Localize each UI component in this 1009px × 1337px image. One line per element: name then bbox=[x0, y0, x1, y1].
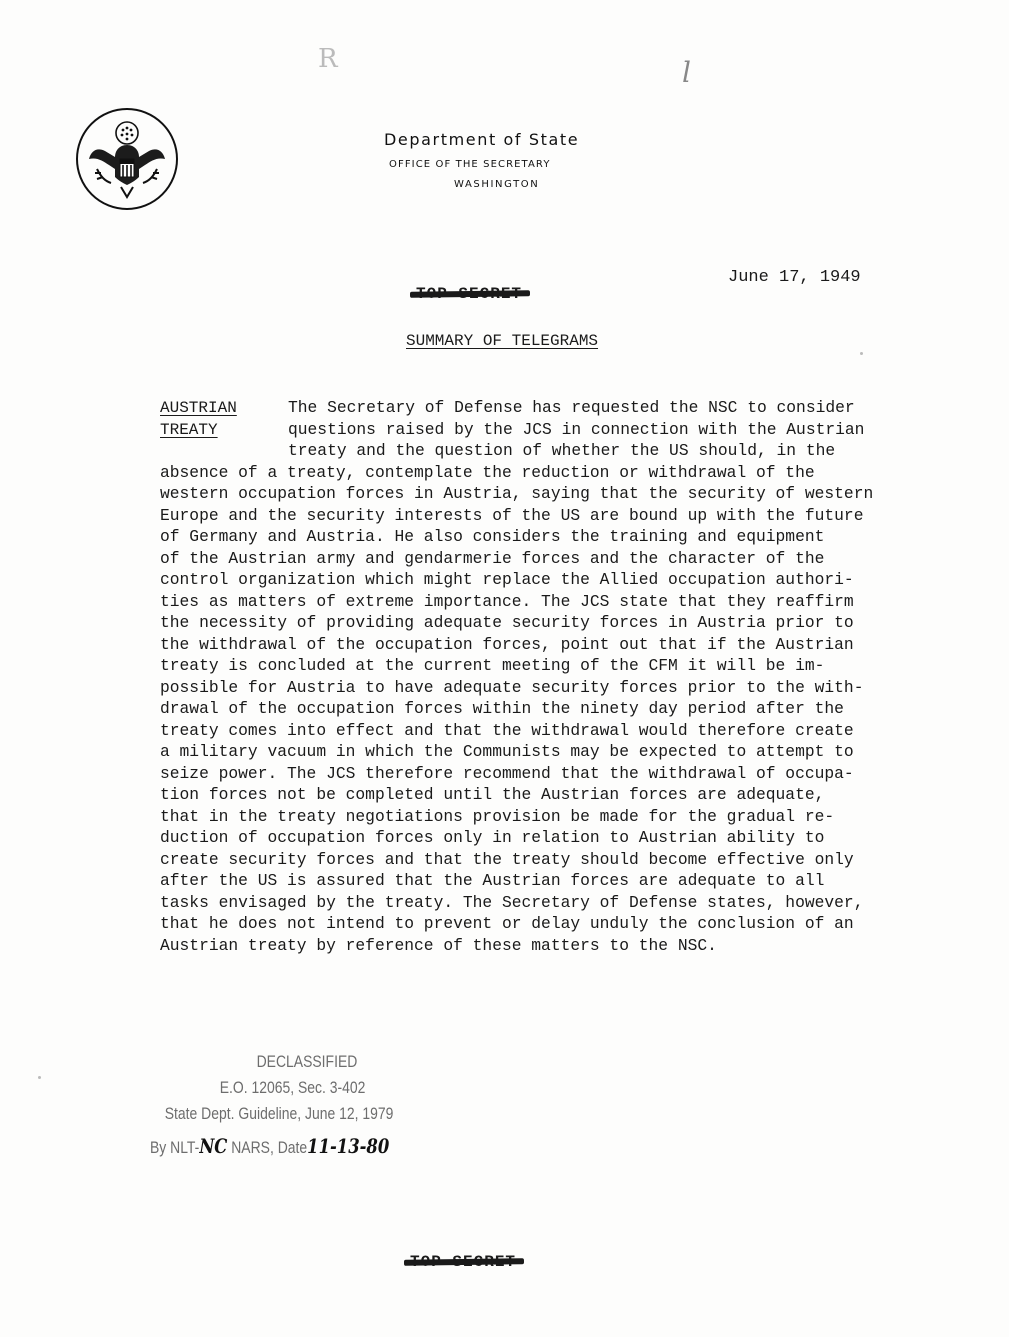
body-line: absence of a treaty, contemplate the reduction or withdrawal of the bbox=[160, 462, 815, 482]
body-line: treaty is concluded at the current meeting of the CFM it will be im- bbox=[160, 656, 825, 675]
body-line: tion forces not be completed until the Austrian forces are adequate, bbox=[160, 785, 825, 804]
classification-top bbox=[416, 285, 522, 303]
body-line: that he does not intend to prevent or delay unduly the conclusion of an bbox=[160, 914, 854, 933]
body-line: control organization which might replace the Allied occupation authori- bbox=[160, 570, 854, 589]
nars-label: NARS, Date bbox=[231, 1138, 308, 1157]
body-line: of Germany and Austria. He also considers the training and equipment bbox=[160, 527, 825, 546]
office-name: OFFICE OF THE SECRETARY bbox=[389, 159, 551, 170]
body-line: duction of occupation forces only in relation to Austrian ability to bbox=[160, 828, 825, 847]
department-name: Department of State bbox=[384, 130, 580, 149]
heading-line: AUSTRIAN bbox=[160, 399, 237, 417]
body-line: treaty and the question of whether the US should, in the bbox=[288, 441, 836, 460]
pencil-mark: R bbox=[318, 44, 338, 74]
declassification-date: 11-13-80 bbox=[307, 1134, 390, 1158]
body-line: a military vacuum in which the Communists may be expected to attempt to bbox=[160, 742, 854, 761]
pencil-mark: l bbox=[682, 56, 691, 89]
body-line: The Secretary of Defense has requested the NSC to consider bbox=[288, 398, 855, 417]
heading-line: TREATY bbox=[160, 421, 218, 439]
body-line: the necessity of providing adequate security forces in Austria prior to bbox=[160, 613, 854, 632]
body-line: tasks envisaged by the treaty. The Secretary of Defense states, however, bbox=[160, 892, 864, 912]
body-line: that in the treaty negotiations provision be made for the gradual re- bbox=[160, 806, 835, 826]
reviewer-initials: NC bbox=[199, 1134, 228, 1158]
by-prefix: By NLT- bbox=[150, 1138, 200, 1157]
page-title: SUMMARY OF TELEGRAMS bbox=[406, 332, 599, 350]
body-line: western occupation forces in Austria, saying that the security of western bbox=[160, 484, 874, 503]
department-seal-icon bbox=[75, 107, 179, 211]
body-line: possible for Austria to have adequate security forces prior to the with- bbox=[160, 677, 864, 697]
authorization-line bbox=[150, 1134, 389, 1158]
city-name: WASHINGTON bbox=[454, 179, 540, 190]
body-line: Austrian treaty by reference of these matters to the NSC. bbox=[160, 935, 717, 955]
body-line: treaty comes into effect and that the withdrawal would therefore create bbox=[160, 720, 854, 740]
declassified-label: DECLASSIFIED bbox=[256, 1052, 358, 1071]
body-line: questions raised by the JCS in connection with the Austrian bbox=[288, 419, 865, 439]
speck bbox=[38, 1076, 41, 1079]
body-line: create security forces and that the treaty should become effective only bbox=[160, 849, 854, 869]
body-line: drawal of the occupation forces within the ninety day period after the bbox=[160, 699, 844, 718]
section-heading bbox=[160, 397, 237, 441]
body-line: of the Austrian army and gendarmerie forces and the character of the bbox=[160, 548, 825, 568]
letterhead bbox=[384, 130, 644, 190]
body-line: the withdrawal of the occupation forces, point out that if the Austrian bbox=[160, 634, 854, 654]
executive-order: E.O. 12065, Sec. 3-402 bbox=[219, 1078, 366, 1097]
body-line: Europe and the security interests of the US are bound up with the future bbox=[160, 505, 864, 525]
document-date: June 17, 1949 bbox=[728, 268, 861, 287]
body-line: seize power. The JCS therefore recommend that the withdrawal of occupa- bbox=[160, 763, 854, 783]
body-line: ties as matters of extreme importance. The JCS state that they reaffirm bbox=[160, 591, 854, 611]
guideline: State Dept. Guideline, June 12, 1979 bbox=[164, 1104, 394, 1123]
body-line: after the US is assured that the Austrian forces are adequate to all bbox=[160, 871, 825, 890]
speck bbox=[860, 352, 863, 355]
classification-bottom bbox=[410, 1253, 516, 1271]
